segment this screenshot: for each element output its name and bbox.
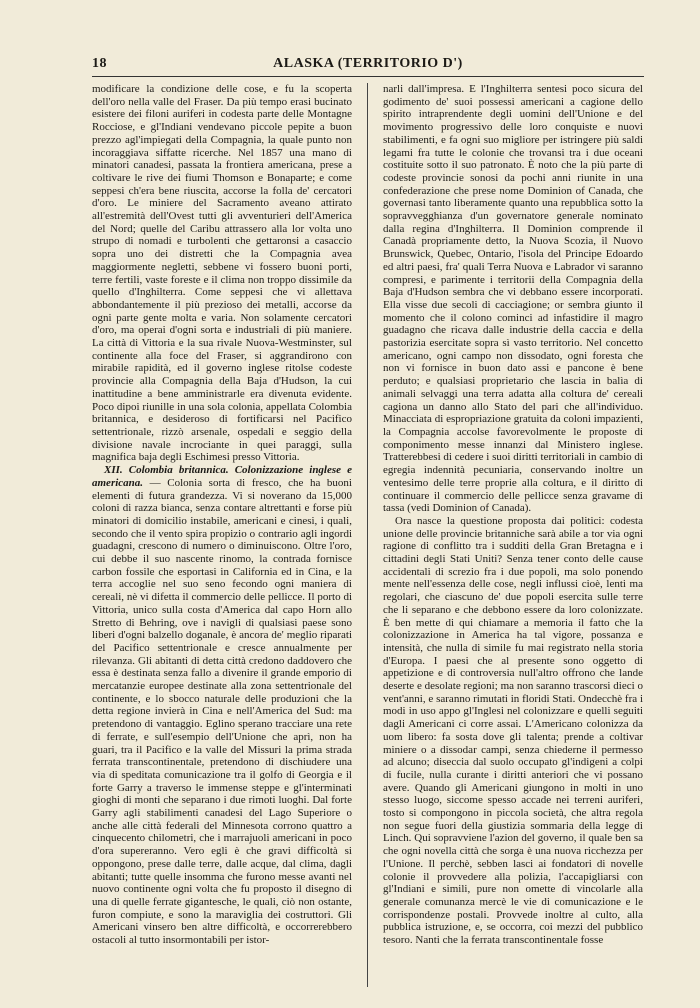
right-paragraph-2: Ora nasce la questione proposta dai politici: codesta unione delle provincie britanniche sarà abile a tor via ogni ragione di conflitto tra i sudditi della Gran Bretagna e i cittadini degli Stati Uniti? Senza tener conto delle cause accidentali di screzio fra i due popoli, ma solo ponendo mente nell'essenza delle cose, negli influssi cioè, lenti ma regolari, che ciascuno de' due popoli esercita sulle terre che li separano e che debbono essere da loro colonizzate. È ben mette di qui chiamare a memoria il fatto che la colonizzazione in America ha tal vigore, possanza e intensità, che nulla di simile fu mai registrato nella storia d'Europa. I paesi che al presente sono oggetto di appetizione e di controversia null'altro offrono che lande deserte e desolate regioni; ma non saranno trascorsi dieci o vent'anni, e saranno rimutati in floridi Stati. Ondecchè fra i modi in uso appo gl'Inglesi nel colonizzare e quelli seguiti dagli Americani ci corre assai. L'Americano colonizza da uom libero: fa sosta dove gli talenta; prende a coltivar miniere o a dissodar campi, senza chiederne il permesso ad alcuno; diseccia dal suolo occupato gl'indigeni a colpi di fucile, nulla curante i diritti anteriori che vi possano avere. Quando gli Americani giungono in molti in uno stesso luogo, siccome spesso accade nei terreni auriferi, tosto si compongono in piccola società, che altra regola non segue fuori della giustizia sommaria della legge di Linch. Qui sopravviene l'azion del governo, il quale ben sa che ogni novella città che sorga è una nuova ricchezza per l'Unione. Il perchè, sebben lasci ai fondatori di novelle colonie il provvedere alla polizia, l'accapigliarsi con gl'Indiani e simili, pure non omette di vincolarle alla generale comunanza mercè le vie di comunicazione e le corrispondenze postali. Provvede inoltre al culto, alla pubblica istruzione, e, se occorra, coi mezzi del pubblico tesoro. Nanti che la ferrata transcontinentale fosse <box>383 514 643 947</box>
left-paragraph-1: modificare la condizione delle cose, e fu la scoperta dell'oro nella valle del Fraser. Da più tempo erasi bucinato esistere dei filoni auriferi in codesta parte delle Montagne Rocciose, e gl'Indiani vendevano piccole pepite a buon prezzo agl'impiegati della Compagnia, la quale punto non incoraggiava siffatte ricerche. Nel 1857 una mano di minatori canadesi, passata la frontiera americana, prese a coltivare le rive dei fiumi Thomson e Bonaparte; e come seppesi ch'era bene riuscita, accorse la folla de' cercatori d'oro. Le miniere del Sacramento aveano attirato all'estremità dell'Ovest tutti gli avventurieri dell'America del Nord; quelle del Caribu attrassero alla lor volta uno strupo di nomadi e turbolenti che gettaronsi a casaccio sopra uno dei distretti che la Compagnia avea maggiormente negletti, sebbene vi fossero buoni porti, terre fertili, vaste foreste e il clima non troppo dissimile da quello d'Inghilterra. Come seppesi che vi allettava abbondantemente il più prezioso dei metalli, accorse da ogni parte gente molta e varia. Non solamente cercatori d'oro, ma operai d'ogni sorta e industriali di più maniere. La città di Vittoria e la sua rivale Nuova-Westminster, sul continente alla foce del Fraser, si aggrandirono con mirabile rapidità, ed il governo inglese ritolse codeste provincie alla Compagnia della Baja d'Hudson, la cui inattitudine a bene amministrarle era divenuta evidente. Poco dipoi riunille in una sola colonia, appellata Colombia britannica, e desideroso di fortificarsi nel Pacifico settentrionale, rizzò arsenale, ospedali e seggio della divisione navale incrociante in quei paraggi, sulla magnifica baja degli Eschimesi presso Vittoria. <box>92 83 352 464</box>
header-rule <box>92 76 644 77</box>
text-columns <box>92 83 644 989</box>
right-column <box>383 83 643 989</box>
section-text: — Colonia sorta di fresco, che ha buoni elementi di futura grandezza. Vi si noverano da 15,000 coloni di razza bianca, senza contare altrettanti e forse più minatori di domicilio instabile, americani e cinesi, i quali, secondo che il vento spira propizio o contrario agli ingordi guadagni, crescono di numero o diminuiscono. Oltre l'oro, cui debbe il suo nascente rinomo, la contrada fornisce carbon fossile che esportasi in California ed in Cina, e la terra accoglie nel suo seno fecondo ogni maniera di cereali, nè vi difetta il commercio delle pellicce. Il porto di Vittoria, unico sulla costa d'America dal capo Horn allo Stretto di Behring, ove i navigli di qualsiasi paese sono liberi d'ogni balzello doganale, è ancora de' meglio riparati del Pacifico settentrionale e cresce annualmente per rilevanza. Gli abitanti di detta città credono daddovero che essa è destinata senza fallo a divenire il grande emporio di mercatanzie europee destinate alla zona settentrionale del continente, e lo sbocco naturale delle produzioni che la detta regione invierà in Cina e nell'America del Sud: ma pretendono di vantaggio. Eglino sperano tracciare una rete di ferrate, e sull'esempio dell'Unione che aprì, non ha guari, tra il Pacifico e la valle del Missuri la prima strada ferrata transcontinentale, pretendono di dischiudere una via di speditata comunicazione tra il golfo di Georgia e il forte Garry a traverso le immense steppe e gl'interminati gioghi di monti che separano i due rimoti luoghi. Dal forte Garry agli stabilimenti canadesi del Lago Superiore o anche alle città federali del Minnesota corrono quattro a cinquecento chilometri, che i marrajuoli americani in poco d'ora supereranno. Vero egli è che gravi difficoltà si oppongono, prese dalle terre, dalle acque, dal clima, dagli abitanti; tutte quelle insomma che furono messe avanti nel nuovo continente ogni volta che fu proposto il disegno di una di quelle ferrate gigantesche, le quali, ciò non ostante, furon compiute, e sono la maraviglia dei costruttori. Gli Americani vinsero ben altre difficoltà, e occorrerebbero ostacoli al tutto insormontabili per istor- <box>92 476 352 947</box>
column-divider <box>367 83 368 987</box>
page-number: 18 <box>92 56 107 71</box>
section-heading: XII. Colombia britannica. Colonizzazione inglese e americana. <box>92 464 352 489</box>
left-column <box>92 83 352 989</box>
right-paragraph-1: narli dall'impresa. E l'Inghilterra sentesi poco sicura del godimento de' suoi possessi americani a cagione dello spirito intraprendente degli uomini dell'Unione e del movimento progressivo delle loro conquiste e nuovi stabilimenti, e fa ogni suo migliore per istringere più saldi legami fra tutte le colonie che trovansi tra i due oceani costituite sotto il suo patronato. È noto che la più parte di codeste provincie sonosi da pochi anni riunite in una confederazione che prese nome Dominion of Canada, che governasi tanto liberamente quanto una repubblica sotto la sopravvegghianza d'un governatore generale nominato dalla regina d'Inghilterra. Il Dominion comprende il Canadà propriamente detto, la Nuova Scozia, il Nuovo Brunswick, Quebec, Ontario, l'isola del Principe Edoardo ed altri paesi, fra' quali Terra Nuova e Labrador vi saranno compresi, e parimente i territorii della Compagnia della Baja d'Hudson sembra che vi debbano essere incorporati. Ella visse due secoli di cacciagione; or sembra giunto il momento che il colono cominci ad infastidire il magro guadagno che ricava dalle industrie della caccia e della pastorizia esercitate sopra sì vasto territorio. Nel concetto americano, ogni campo non dissodato, ogni foresta che non vi fornisce in buon dato assi e pancone è bene perduto; e qualsiasi proprietario che lascia in balìa di animali selvaggi una terra adatta alla coltura de' cereali cagiona un danno allo Stato del pari che all'individuo. Minacciata di espropriazione gratuita da coloni impazienti, la Compagnia accolse favorevolmente le proposte di componimento messe innanzi dal Ministero inglese. Tratterebbesi di cedere i suoi diritti territoriali in cambio di egregia indennità pecuniaria, conservando inoltre un ventesimo delle terre proprie alla coltura, e il diritto di continuare il commercio delle pellicce senza gravame di tassa (vedi Dominion of Canada). <box>383 83 643 515</box>
left-paragraph-2 <box>92 464 352 947</box>
running-title: ALASKA (TERRITORIO D') <box>273 56 463 71</box>
page-header <box>92 56 644 76</box>
